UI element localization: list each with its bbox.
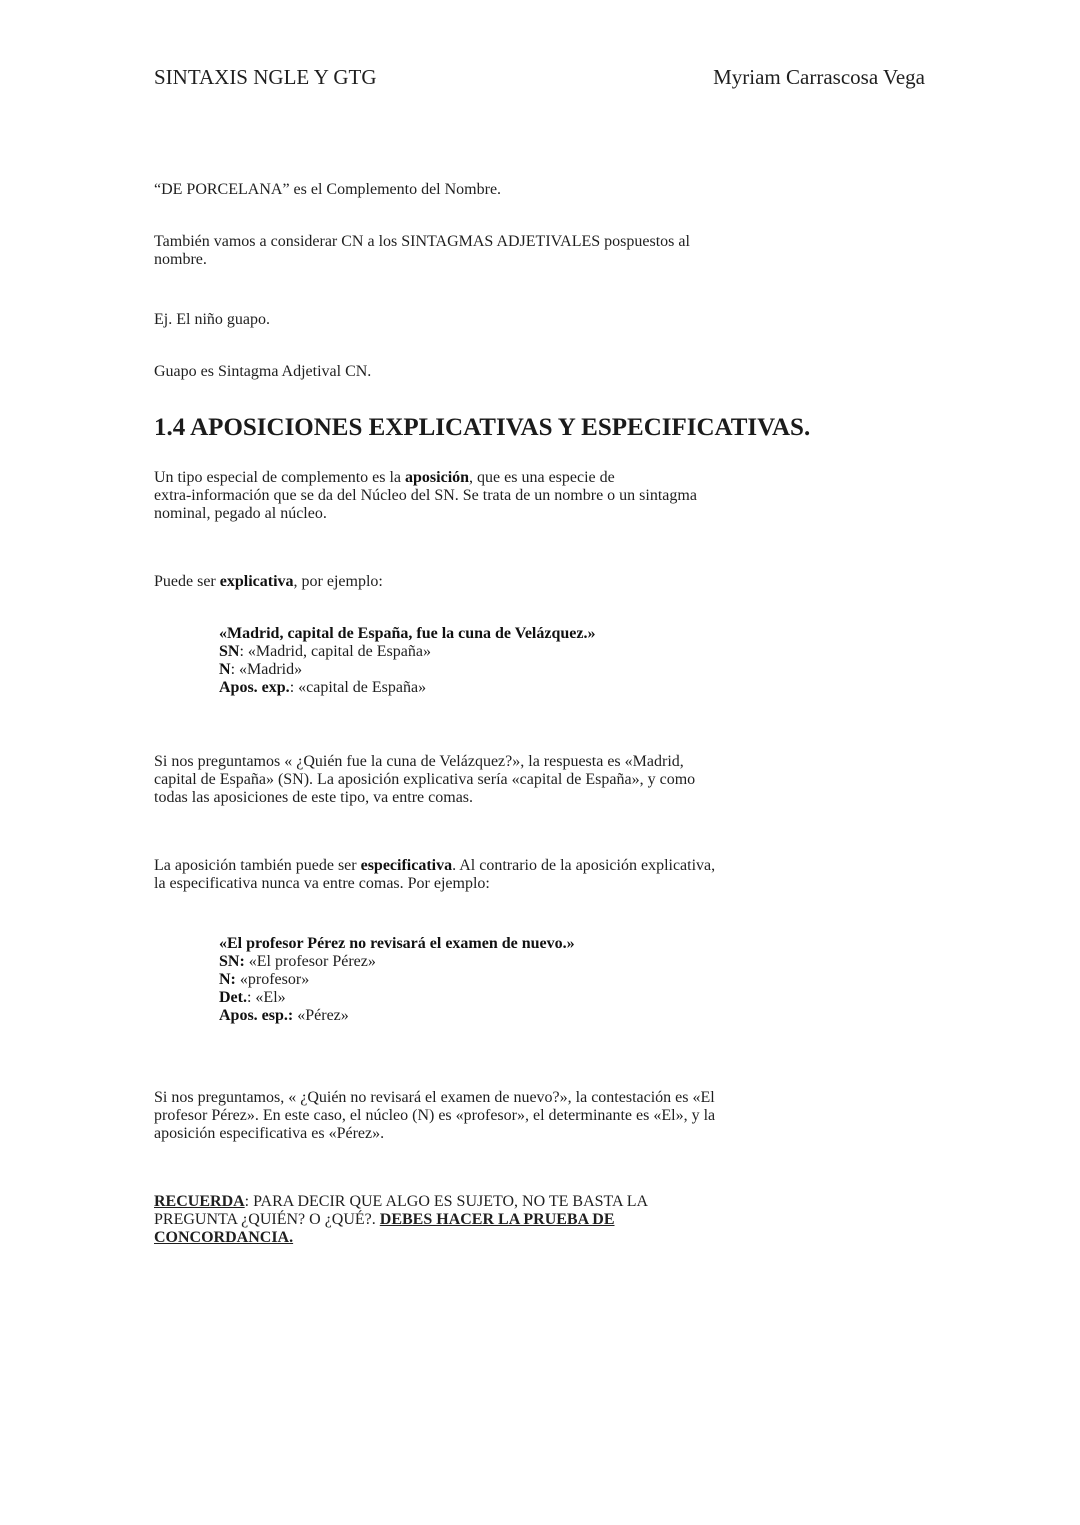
example-sentence-text: «Madrid, capital de España, fue la cuna de Velázquez.» — [219, 625, 596, 642]
text-run: , por ejemplo: — [293, 573, 383, 590]
analysis-value: : «Madrid» — [230, 661, 303, 678]
recuerda-label: RECUERDA — [154, 1193, 245, 1210]
text-run: Un tipo especial de complemento es la — [154, 469, 406, 486]
text-line: nombre. — [154, 251, 207, 268]
paragraph-aposicion-intro — [154, 469, 926, 523]
text-line: la especificativa nunca va entre comas. Por ejemplo: — [154, 875, 490, 892]
text-line: nominal, pegado al núcleo. — [154, 505, 327, 522]
text-line — [154, 1229, 926, 1247]
emphasis-text: DEBES HACER LA PRUEBA DE — [379, 1211, 615, 1228]
analysis-value: «El profesor Pérez» — [244, 953, 376, 970]
example-sentence — [219, 935, 919, 953]
text-line: También vamos a considerar CN a los SINTAGMAS ADJETIVALES pospuestos al — [154, 233, 690, 250]
analysis-apos — [219, 1007, 919, 1025]
paragraph-pregunta-madrid — [154, 753, 926, 807]
text-run: Puede ser — [154, 573, 220, 590]
text-line: todas las aposiciones de este tipo, va entre comas. — [154, 789, 474, 806]
analysis-label: Det. — [219, 989, 247, 1006]
analysis-label: Apos. exp. — [219, 679, 290, 696]
text-run: . Al contrario de la aposición explicativa, — [452, 857, 716, 874]
text-run: La aposición también puede ser — [154, 857, 361, 874]
analysis-label: N: — [219, 971, 236, 988]
example-explicativa — [219, 625, 919, 697]
analysis-sn — [219, 953, 919, 971]
bold-term: explicativa — [219, 573, 294, 590]
bold-term: especificativa — [360, 857, 453, 874]
header-left: SINTAXIS NGLE Y GTG — [154, 65, 377, 89]
example-sentence — [219, 625, 919, 643]
paragraph-example-nino: Ej. El niño guapo. — [154, 311, 270, 328]
analysis-det — [219, 989, 919, 1007]
analysis-label: N — [219, 661, 231, 678]
analysis-n — [219, 661, 919, 679]
text-line: profesor Pérez». En este caso, el núcleo (N) es «profesor», el determinante es «El», y la — [154, 1107, 716, 1124]
text-run: , que es una especie de — [469, 469, 615, 486]
text-line: aposición especificativa es «Pérez». — [154, 1125, 385, 1142]
text-line: Si nos preguntamos « ¿Quién fue la cuna de Velázquez?», la respuesta es «Madrid, — [154, 753, 684, 770]
text-line: Si nos preguntamos, « ¿Quién no revisará el examen de nuevo?», la contestación es «El — [154, 1089, 715, 1106]
analysis-value: «Pérez» — [293, 1007, 349, 1024]
text-line — [154, 1211, 926, 1229]
emphasis-text: CONCORDANCIA. — [154, 1229, 294, 1246]
text-line: capital de España» (SN). La aposición explicativa sería «capital de España», y como — [154, 771, 696, 788]
paragraph-especificativa — [154, 857, 926, 893]
example-especificativa — [219, 935, 919, 1025]
text-line — [154, 857, 926, 875]
analysis-n — [219, 971, 919, 989]
text-run: : PARA DECIR QUE ALGO ES SUJETO, NO TE BASTA LA — [244, 1193, 649, 1210]
analysis-label: Apos. esp.: — [219, 1007, 294, 1024]
analysis-value: : «El» — [246, 989, 286, 1006]
analysis-value: : «Madrid, capital de España» — [239, 643, 431, 660]
recuerda-note — [154, 1193, 926, 1247]
bold-term: aposición — [405, 469, 470, 486]
analysis-sn — [219, 643, 919, 661]
paragraph-cn-porcelana: “DE PORCELANA” es el Complemento del Nombre. — [154, 181, 502, 198]
header-right: Myriam Carrascosa Vega — [713, 65, 925, 89]
text-run: PREGUNTA ¿QUIÉN? O ¿QUÉ?. — [154, 1211, 380, 1228]
analysis-apos — [219, 679, 919, 697]
analysis-label: SN — [219, 643, 240, 660]
analysis-value: : «capital de España» — [289, 679, 427, 696]
paragraph-explicativa — [154, 573, 926, 591]
text-line: extra-información que se da del Núcleo del SN. Se trata de un nombre o un sintagma — [154, 487, 697, 504]
text-line — [154, 469, 926, 487]
analysis-label: SN: — [219, 953, 245, 970]
paragraph-pregunta-profesor — [154, 1089, 926, 1143]
section-heading: 1.4 APOSICIONES EXPLICATIVAS Y ESPECIFICATIVAS. — [154, 414, 811, 441]
analysis-value: «profesor» — [235, 971, 310, 988]
example-sentence-text: «El profesor Pérez no revisará el examen de nuevo.» — [219, 935, 575, 952]
text-line — [154, 1193, 926, 1211]
paragraph-sintagmas-adjetivales — [154, 233, 926, 269]
paragraph-guapo: Guapo es Sintagma Adjetival CN. — [154, 363, 372, 380]
